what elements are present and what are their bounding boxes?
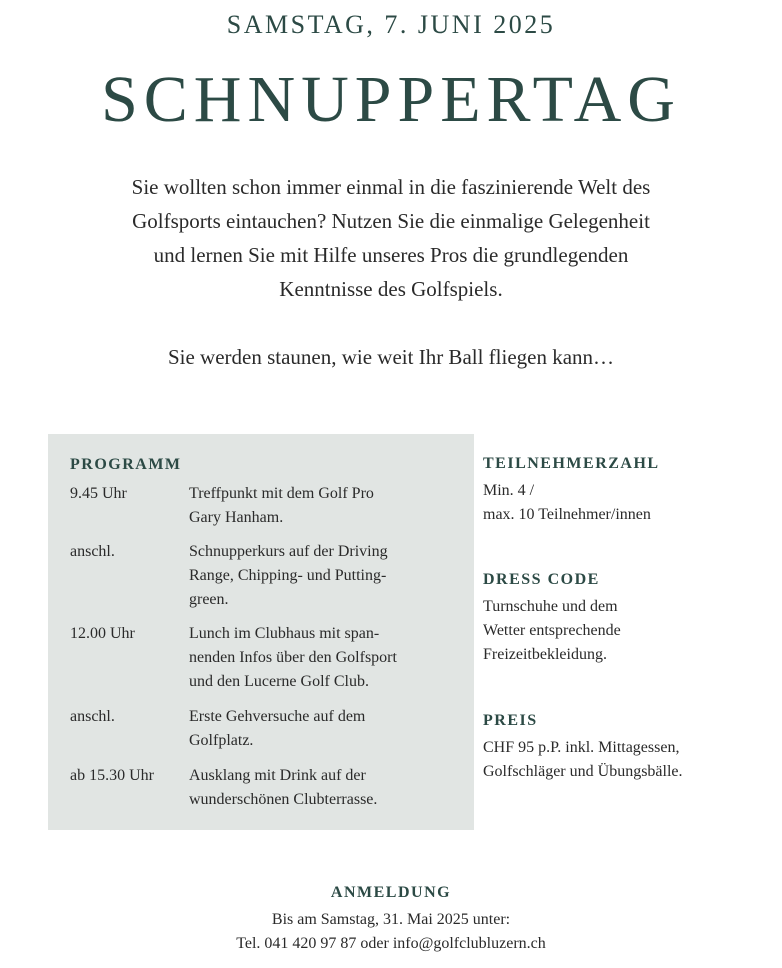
programm-desc [189,705,459,753]
dresscode-body [483,595,773,667]
programm-desc [189,622,459,694]
dresscode-line: Turnschuhe und dem [483,598,618,615]
programm-desc-line: Range, Chipping- und Putting- [189,567,387,584]
anmeldung-body [0,908,782,956]
preis-section [483,712,773,784]
teilnehmerzahl-line: Min. 4 / [483,482,535,499]
programm-desc-line: Treffpunkt mit dem Golf Pro [189,485,374,502]
teilnehmerzahl-line: max. 10 Teilnehmer/innen [483,506,651,523]
dresscode-section [483,571,773,667]
dresscode-line: Freizeitbekleidung. [483,646,607,663]
dresscode-heading: DRESS CODE [483,571,600,588]
programm-time: anschl. [70,708,115,725]
tagline: Sie werden staunen, wie weit Ihr Ball fliegen kann… [167,345,615,369]
programm-desc-line: Golfplatz. [189,732,254,749]
programm-desc-line: nenden Infos über den Golfsport [189,649,397,666]
teilnehmerzahl-heading: TEILNEHMERZAHL [483,455,660,472]
programm-desc [189,764,459,812]
programm-heading: PROGRAMM [70,456,182,473]
teilnehmerzahl-section [483,455,773,527]
programm-desc-line: Gary Hanham. [189,509,284,526]
page-title: SCHNUPPERTAG [101,63,681,136]
programm-time: 12.00 Uhr [70,625,135,642]
programm-time: 9.45 Uhr [70,485,127,502]
preis-line: CHF 95 p.P. inkl. Mittagessen, [483,739,680,756]
programm-desc-line: Lunch im Clubhaus mit span- [189,625,380,642]
programm-desc-line: green. [189,591,229,608]
programm-box [48,434,474,830]
teilnehmerzahl-body [483,479,773,527]
programm-desc-line: wunderschönen Clubterrasse. [189,791,378,808]
intro-line: Sie wollten schon immer einmal in die faszinierende Welt des [131,175,651,199]
intro-line: Kenntnisse des Golfspiels. [279,277,503,301]
preis-heading: PREIS [483,712,538,729]
programm-desc [189,540,459,612]
preis-line: Golfschläger und Übungsbälle. [483,763,683,780]
programm-time: ab 15.30 Uhr [70,767,154,784]
programm-desc [189,482,459,530]
intro-line: und lernen Sie mit Hilfe unseres Pros die grundlegenden [153,243,629,267]
intro-line: Golfsports eintauchen? Nutzen Sie die einmalige Gelegenheit [132,209,650,233]
anmeldung-heading: ANMELDUNG [330,884,452,901]
programm-desc-line: Erste Gehversuche auf dem [189,708,366,725]
event-date: SAMSTAG, 7. JUNI 2025 [226,10,556,39]
programm-desc-line: Ausklang mit Drink auf der [189,767,366,784]
anmeldung-contact[interactable]: Tel. 041 420 97 87 oder info@golfclubluzern.ch [236,935,546,952]
preis-body [483,736,773,784]
programm-time: anschl. [70,543,115,560]
dresscode-line: Wetter entsprechende [483,622,621,639]
intro-text [40,170,742,306]
anmeldung-section [0,884,782,956]
programm-desc-line: und den Lucerne Golf Club. [189,673,369,690]
programm-desc-line: Schnupperkurs auf der Driving [189,543,388,560]
anmeldung-line: Bis am Samstag, 31. Mai 2025 unter: [271,911,511,928]
